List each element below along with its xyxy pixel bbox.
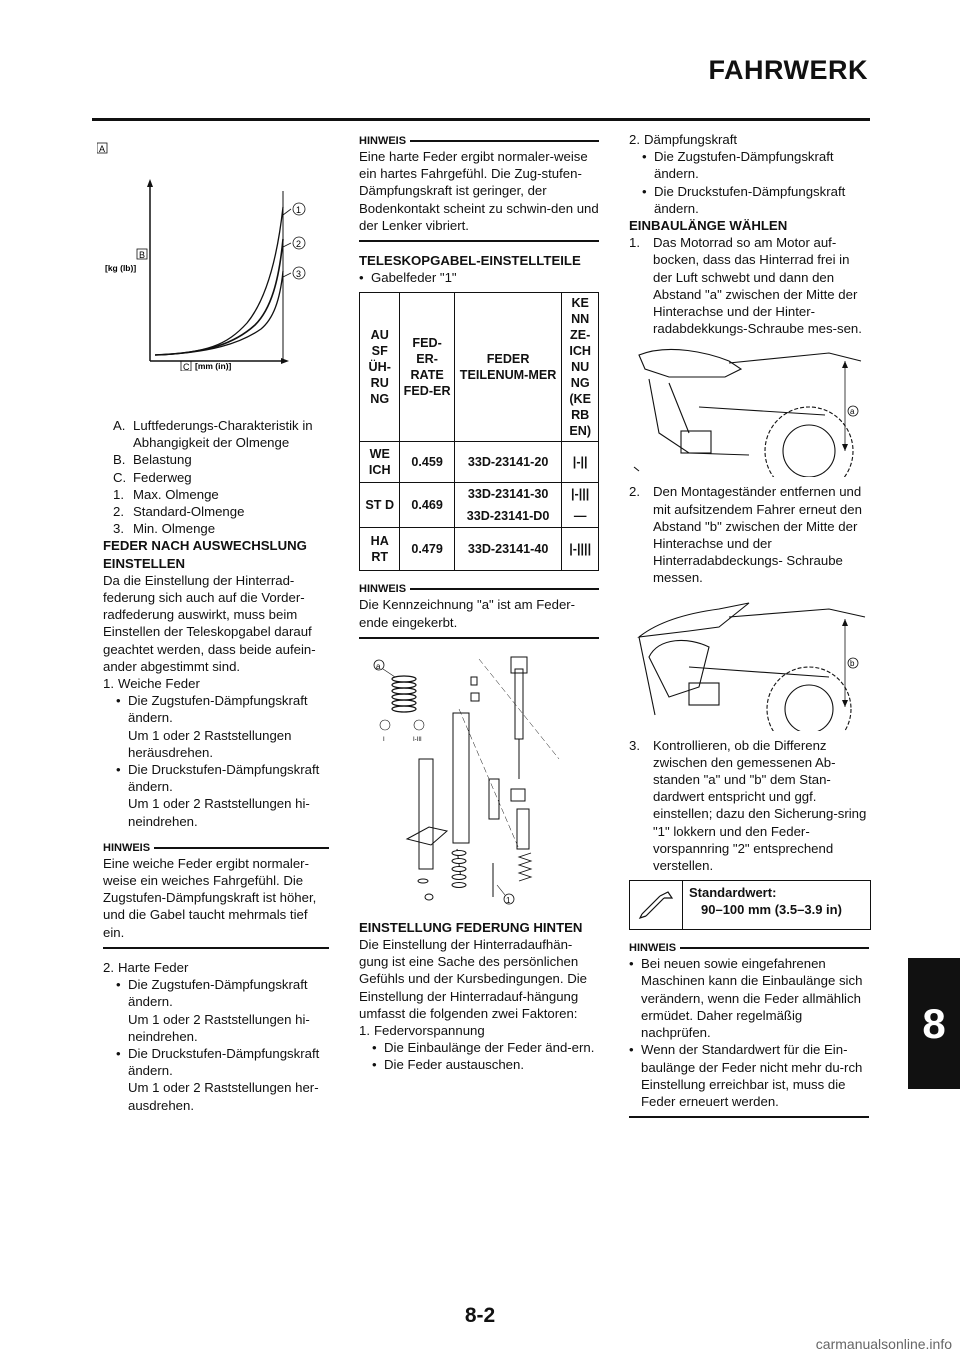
bullet-item: • Gabelfeder "1"	[359, 270, 457, 286]
note-rule	[103, 947, 329, 949]
column-header: KE NN ZE-ICH NU NG (KE RB EN)	[562, 293, 599, 442]
table-row: 33D-23141-D0 —	[360, 505, 599, 528]
motorcycle-raised-diagram	[629, 343, 869, 477]
svg-text:1: 1	[296, 205, 302, 215]
legend-item: C. Federweg	[113, 469, 192, 485]
svg-text:B: B	[139, 250, 146, 260]
column-left	[99, 131, 329, 1114]
table-row: WE ICH 0.459 33D-23141-20 |-||	[360, 442, 599, 483]
column-header: AU SF ÜH-RU NG	[360, 293, 400, 442]
note-text: Eine harte Feder ergibt normaler-weise ein hartes Fahrgefühl. Die Zug-stufen-Dämpfungskraft ist geringer, der Bodenkontakt scheint zu schwin-den und der Lenker vibriert.	[359, 149, 599, 233]
svg-text:[kg (lb)]: [kg (lb)]	[105, 263, 137, 273]
list-item: 1. Weiche Feder	[103, 676, 200, 692]
legend-item: 2. Standard-Olmenge	[113, 504, 245, 520]
section-heading: EINBAULÄNGE WÄHLEN	[629, 218, 788, 234]
column-right	[629, 131, 869, 1128]
section-heading: TELESKOPGABEL-EINSTELLTEILE	[359, 253, 581, 269]
note-text: Die Kennzeichnung "a" ist am Feder-ende eingekerbt.	[359, 597, 576, 630]
svg-text:I-III: I-III	[413, 736, 422, 743]
table-header-row	[360, 293, 599, 442]
bullet-item: • Die Zugstufen-Dämpfungskraft ändern. Um 1 oder 2 Raststellungen hi-neindrehen.	[116, 977, 310, 1044]
standard-value-box	[629, 880, 871, 930]
bullet-item: • Die Druckstufen-Dämpfungskraft ändern.	[642, 183, 846, 216]
note-text: Eine weiche Feder ergibt normaler-weise ein weiches Fahrgefühl. Die Zugstufen-Dämpfungskraft ist höher, und die Gabel taucht mehrmals tief ein.	[103, 855, 317, 940]
fork-exploded-diagram	[359, 649, 599, 919]
paragraph: Da die Einstellung der Hinterrad-federung sich auch auf die Vorder-radfederung auswirkt, muss beim Einstellen der Teleskopgabel darauf geachtet werden, dass beide aufein-ander abgestimmt sind.	[103, 572, 316, 674]
note-header: HINWEIS	[359, 579, 599, 596]
note-header: HINWEIS	[103, 838, 329, 855]
svg-text:A: A	[99, 144, 106, 154]
chapter-tab: 8	[908, 958, 960, 1089]
page-title: FAHRWERK	[708, 55, 868, 85]
svg-text:C: C	[183, 362, 190, 371]
legend-item: B. Belastung	[113, 452, 192, 468]
svg-text:[mm (in)]: [mm (in)]	[195, 361, 232, 371]
list-item: 2. Den Montageständer entfernen und mit aufsitzendem Fahrer erneut den Abstand "b" zwischen der Mitte der Hinterachse und der Hinterradabdeckungs- Schraube messen.	[629, 484, 862, 586]
standard-value: 90–100 mm (3.5–3.9 in)	[701, 902, 842, 918]
bullet-item: • Die Feder austauschen.	[372, 1057, 525, 1073]
watermark: carmanualsonline.info	[815, 1336, 952, 1352]
bullet-item: • Die Druckstufen-Dämpfungskraft ändern. Um 1 oder 2 Raststellungen hi-neindrehen.	[116, 762, 320, 829]
note-rule	[359, 637, 599, 639]
spring-spec-table	[359, 292, 599, 571]
bullet-item: • Die Zugstufen-Dämpfungskraft ändern.	[642, 149, 834, 182]
list-item: 3. Kontrollieren, ob die Differenz zwischen den gemessenen Ab-standen "a" und "b" dem Stan-dardwert entspricht und ggf. einstellen; dazu den Sicherung-sring "1" lokkern und den Feder-vorspannring "2" entsprechend verstellen.	[629, 737, 867, 874]
air-spring-graph	[97, 131, 323, 371]
svg-text:3: 3	[296, 269, 302, 279]
list-item: 2. Dämpfungskraft	[629, 132, 738, 147]
note-rule	[359, 240, 599, 242]
caliper-icon	[630, 881, 683, 929]
svg-text:2: 2	[296, 239, 302, 249]
bullet-item: • Wenn der Standardwert für die Ein-baulänge der Feder nicht mehr du-rch Einstellung erreichbar ist, muss die Feder erneuert werden.	[629, 1042, 863, 1109]
legend-item: 1. Max. Olmenge	[113, 486, 219, 502]
legend-item: 3. Min. Olmenge	[113, 521, 216, 537]
section-heading: FEDER NACH AUSWECHSLUNG EINSTELLEN	[103, 538, 307, 571]
list-item: 1. Das Motorrad so am Motor auf-bocken, dass das Hinterrad frei in der Luft schwebt und dann den Abstand "a" zwischen der Mitte der Hinterachse und der Hinter-radabdekkungs-Schraube mes-sen.	[629, 235, 862, 337]
svg-text:a: a	[850, 407, 855, 417]
note-header: HINWEIS	[629, 938, 869, 955]
section-heading: EINSTELLUNG FEDERUNG HINTEN	[359, 919, 583, 935]
list-item: 1. Federvorspannung	[359, 1023, 485, 1039]
graph-legend	[103, 417, 329, 537]
column-header: FED-ER-RATE FED-ER	[400, 293, 454, 442]
svg-text:I: I	[383, 736, 385, 743]
header-rule	[92, 118, 870, 121]
bullet-item: • Die Druckstufen-Dämpfungskraft ändern. Um 1 oder 2 Raststellungen her-ausdrehen.	[116, 1045, 320, 1113]
svg-text:a: a	[376, 661, 381, 671]
svg-text:1: 1	[506, 895, 511, 905]
bullet-item: • Die Zugstufen-Dämpfungskraft ändern. Um 1 oder 2 Raststellungen heräusdrehen.	[116, 693, 308, 760]
table-row: HA RT 0.479 33D-23141-40 |-||||	[360, 528, 599, 571]
note-header: HINWEIS	[359, 131, 599, 148]
column-header: FEDER TEILENUM-MER	[454, 293, 562, 442]
page-number: 8-2	[464, 1304, 496, 1327]
bullet-item: • Die Einbaulänge der Feder änd-ern.	[372, 1040, 595, 1056]
list-item: 2. Harte Feder	[103, 959, 189, 975]
standard-value-label: Standardwert:	[689, 885, 777, 901]
note-rule	[629, 1116, 869, 1118]
motorcycle-rider-diagram	[629, 597, 869, 731]
legend-item: A. Luftfederungs-Charakteristik in Abhangigkeit der Olmenge	[113, 418, 313, 451]
column-middle	[359, 131, 599, 1074]
paragraph: Die Einstellung der Hinterradaufhän-gung ist eine Sache des persönlichen Gefühls und der Kursbedingungen. Die Einstellung der Hinterradauf-hängung umfasst die folgenden zwei Faktoren:	[359, 937, 588, 1021]
svg-text:b: b	[850, 658, 855, 668]
table-row: ST D 0.469 33D-23141-30 |-|||	[360, 483, 599, 506]
bullet-item: • Bei neuen sowie eingefahrenen Maschinen kann die Einbaulänge sich verändern, wenn die Feder allmählich ermüdet. Daher regelmäßig nachprüfen.	[629, 956, 863, 1041]
